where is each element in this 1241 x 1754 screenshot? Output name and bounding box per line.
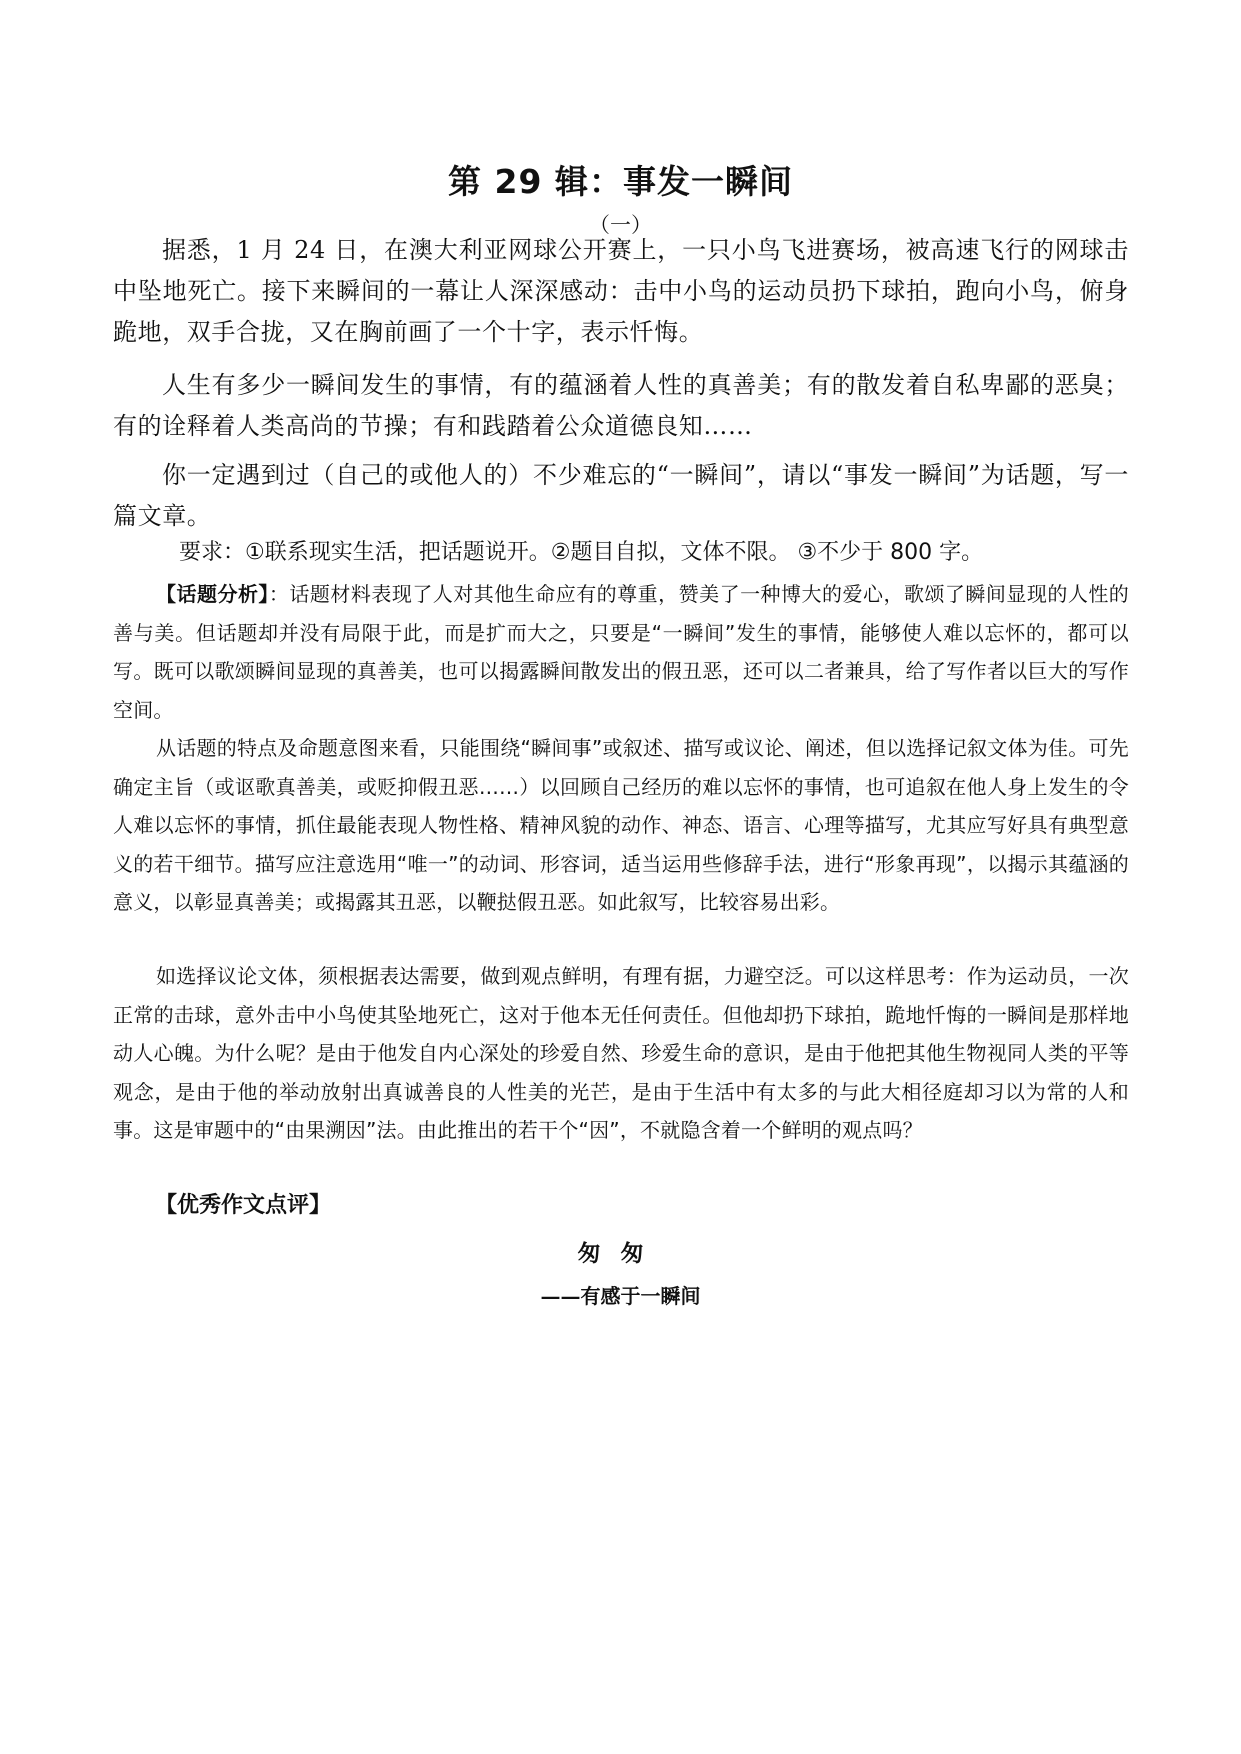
prompt-paragraph-2: 人生有多少一瞬间发生的事情，有的蕴涵着人性的真善美；有的散发着自私卑鄙的恶臭；有的诠释着人类高尚的节操；有和践踏着公众道德良知…… [113, 371, 1129, 440]
document-title: 第 29 辑：事发一瞬间 [448, 162, 793, 201]
essay-title: 匆匆 [577, 1241, 664, 1267]
prompt-paragraph-3: 你一定遇到过（自己的或他人的）不少难忘的“一瞬间”，请以“事发一瞬间”为话题，写一篇文章。 [113, 461, 1129, 530]
essay-subtitle: ——有感于一瞬间 [540, 1284, 701, 1308]
sample-essay-heading: 【优秀作文点评】 [155, 1193, 332, 1218]
section-number: （一） [589, 213, 652, 237]
analysis-paragraph-3: 如选择议论文体，须根据表达需要，做到观点鲜明，有理有据，力避空泛。可以这样思考：作为运动员，一次正常的击球，意外击中小鸟使其坠地死亡，这对于他本无任何责任。但他却扔下球拍，跪地忏悔的一瞬间是那样地动人心魄。为什么呢？是由于他发自内心深处的珍爱自然、珍爱生命的意识，是由于他把其他生物视同人类的平等观念，是由于他的举动放射出真诚善良的人性美的光芒，是由于生活中有太多的与此大相径庭却习以为常的人和事。这是审题中的“由果溯因”法。由此推出的若干个“因”，不就隐含着一个鲜明的观点吗？ [113, 964, 1129, 1142]
prompt-paragraph-1: 据悉，1 月 24 日，在澳大利亚网球公开赛上，一只小鸟飞进赛场，被高速飞行的网球击中坠地死亡。接下来瞬间的一幕让人深深感动：击中小鸟的运动员扔下球拍，跑向小鸟，俯身跪地，双手合拢，又在胸前画了一个十字，表示忏悔。 [113, 236, 1129, 346]
analysis-text-1: ：话题材料表现了人对其他生命应有的尊重，赞美了一种博大的爱心，歌颂了瞬间显现的人性的善与美。但话题却并没有局限于此，而是扩而大之，只要是“一瞬间”发生的事情，能够使人难以忘怀的，都可以写。既可以歌颂瞬间显现的真善美，也可以揭露瞬间散发出的假丑恶，还可以二者兼具，给了写作者以巨大的写作空间。 [113, 582, 1130, 722]
analysis-label: 【话题分析】 [156, 582, 269, 606]
analysis-paragraph-2: 从话题的特点及命题意图来看，只能围绕“瞬间事”或叙述、描写或议论、阐述，但以选择记叙文体为佳。可先确定主旨（或讴歌真善美，或贬抑假丑恶……）以回顾自己经历的难以忘怀的事情，也可追叙在他人身上发生的令人难以忘怀的事情，抓住最能表现人物性格、精神风貌的动作、神态、语言、心理等描写，尤其应写好具有典型意义的若干细节。描写应注意选用“唯一”的动词、形容词，适当运用些修辞手法，进行“形象再现”，以揭示其蕴涵的意义，以彰显真善美；或揭露其丑恶，以鞭挞假丑恶。如此叙写，比较容易出彩。 [113, 736, 1129, 914]
analysis-paragraph-1 [113, 575, 1129, 729]
requirements: 要求：①联系现实生活，把话题说开。②题目自拟，文体不限。 ③不少于 800 字。 [179, 540, 984, 565]
